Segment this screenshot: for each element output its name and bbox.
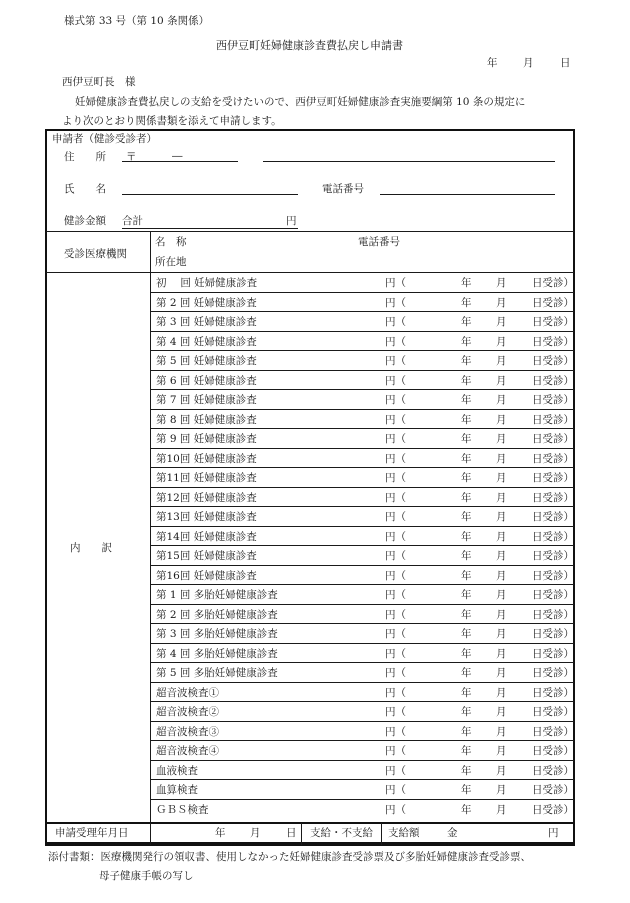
exam-day: 日受診） <box>532 569 574 582</box>
payment-status[interactable]: 支給・不支給 <box>310 827 373 839</box>
exam-year: 年 <box>461 296 472 309</box>
exam-name: 第15回 妊婦健康診査 <box>156 550 257 562</box>
intro-line-1: 妊婦健康診査費払戻しの支給を受けたいので、西伊豆町妊婦健康診査実施要綱第 10 条の規定に <box>75 96 526 108</box>
yen-open: 円（ <box>385 706 406 718</box>
yen-open: 円（ <box>385 316 406 328</box>
yen-open: 円（ <box>385 413 406 426</box>
yen-open: 円（ <box>385 628 406 640</box>
name-label: 氏 名 <box>64 183 106 195</box>
exam-day: 日受診） <box>532 452 574 465</box>
divider <box>381 823 382 845</box>
exam-month: 月 <box>496 608 507 621</box>
exam-name: 第12回 妊婦健康診査 <box>156 491 257 504</box>
date-month: 月 <box>523 57 534 69</box>
clinic-name-label: 名 称 <box>155 236 187 248</box>
receipt-label: 申請受理年月日 <box>55 827 129 839</box>
breakdown-row <box>151 702 575 722</box>
exam-name: 第 5 回 妊婦健康診査 <box>156 355 257 367</box>
exam-year: 年 <box>461 355 472 367</box>
exam-day: 日受診） <box>532 374 574 387</box>
applicant-heading: 申請者（健診受診者） <box>52 133 157 145</box>
exam-day: 日受診） <box>532 550 574 562</box>
exam-day: 日受診） <box>532 316 574 328</box>
exam-day: 日受診） <box>532 803 574 816</box>
exam-day: 日受診） <box>532 277 574 289</box>
exam-month: 月 <box>496 335 507 348</box>
exam-month: 月 <box>496 745 507 757</box>
yen-open: 円（ <box>385 433 406 445</box>
divider <box>150 823 151 845</box>
yen-open: 円（ <box>385 784 406 796</box>
exam-year: 年 <box>461 530 472 543</box>
exam-name: 超音波検査② <box>156 706 219 718</box>
exam-month: 月 <box>496 686 507 699</box>
money-label: 金 <box>447 827 458 839</box>
yen-open: 円（ <box>385 452 406 465</box>
exam-month: 月 <box>496 803 507 816</box>
exam-year: 年 <box>461 394 472 406</box>
exam-name: 第 5 回 多胎妊婦健康診査 <box>156 667 278 679</box>
exam-year: 年 <box>461 569 472 582</box>
exam-month: 月 <box>496 530 507 543</box>
exam-year: 年 <box>461 589 472 601</box>
total-yen: 円 <box>286 215 297 227</box>
exam-name: 第11回 妊婦健康診査 <box>156 472 257 484</box>
breakdown-row <box>151 663 575 683</box>
divider <box>46 231 574 232</box>
breakdown-row <box>151 293 575 313</box>
breakdown-row <box>151 566 575 586</box>
exam-year: 年 <box>461 628 472 640</box>
breakdown-row <box>151 312 575 332</box>
exam-name: 血液検査 <box>156 764 198 777</box>
breakdown-row <box>151 468 575 488</box>
exam-day: 日受診） <box>532 472 574 484</box>
exam-name: 第 7 回 妊婦健康診査 <box>156 394 257 406</box>
exam-name: 超音波検査④ <box>156 745 219 757</box>
exam-month: 月 <box>496 706 507 718</box>
exam-month: 月 <box>496 725 507 738</box>
receipt-day: 日 <box>286 827 297 839</box>
exam-name: 第 4 回 多胎妊婦健康診査 <box>156 647 278 660</box>
yen-open: 円（ <box>385 277 406 289</box>
exam-year: 年 <box>461 686 472 699</box>
breakdown-row <box>151 722 575 742</box>
receipt-yen: 円 <box>548 827 559 839</box>
exam-day: 日受診） <box>532 394 574 406</box>
breakdown-row <box>151 332 575 352</box>
exam-day: 日受診） <box>532 725 574 738</box>
breakdown-row <box>151 780 575 800</box>
yen-open: 円（ <box>385 589 406 601</box>
exam-year: 年 <box>461 745 472 757</box>
address-field[interactable] <box>263 161 555 162</box>
breakdown-label: 内 訳 <box>70 542 112 554</box>
amount-label: 健診金額 <box>64 215 106 227</box>
yen-open: 円（ <box>385 550 406 562</box>
exam-month: 月 <box>496 394 507 406</box>
breakdown-row <box>151 546 575 566</box>
exam-name: 第 6 回 妊婦健康診査 <box>156 374 257 387</box>
exam-year: 年 <box>461 706 472 718</box>
exam-month: 月 <box>496 647 507 660</box>
exam-name: 第14回 妊婦健康診査 <box>156 530 257 543</box>
breakdown-row <box>151 683 575 703</box>
exam-day: 日受診） <box>532 667 574 679</box>
breakdown-row <box>151 527 575 547</box>
yen-open: 円（ <box>385 335 406 348</box>
attachments-line-2: 母子健康手帳の写し <box>99 870 194 882</box>
exam-month: 月 <box>496 296 507 309</box>
exam-day: 日受診） <box>532 511 574 523</box>
exam-month: 月 <box>496 374 507 387</box>
exam-day: 日受診） <box>532 530 574 543</box>
exam-day: 日受診） <box>532 706 574 718</box>
exam-year: 年 <box>461 452 472 465</box>
exam-day: 日受診） <box>532 686 574 699</box>
exam-name: 超音波検査③ <box>156 725 219 738</box>
yen-open: 円（ <box>385 667 406 679</box>
exam-day: 日受診） <box>532 628 574 640</box>
exam-year: 年 <box>461 491 472 504</box>
exam-day: 日受診） <box>532 413 574 426</box>
exam-month: 月 <box>496 667 507 679</box>
exam-name: 第10回 妊婦健康診査 <box>156 452 257 465</box>
exam-name: 第 2 回 妊婦健康診査 <box>156 296 257 309</box>
exam-month: 月 <box>496 452 507 465</box>
phone-field[interactable] <box>380 194 555 195</box>
exam-day: 日受診） <box>532 784 574 796</box>
yen-open: 円（ <box>385 803 406 816</box>
form-number: 様式第 33 号（第 10 条関係） <box>64 15 210 27</box>
date-day: 日 <box>560 57 571 69</box>
address-label: 住 所 <box>64 151 106 163</box>
yen-open: 円（ <box>385 608 406 621</box>
exam-month: 月 <box>496 628 507 640</box>
exam-name: 第 3 回 多胎妊婦健康診査 <box>156 628 278 640</box>
phone-label: 電話番号 <box>322 183 364 195</box>
breakdown-row <box>151 585 575 605</box>
breakdown-row <box>151 410 575 430</box>
total-amount-field[interactable] <box>122 228 298 229</box>
breakdown-row <box>151 273 575 293</box>
exam-name: 第 3 回 妊婦健康診査 <box>156 316 257 328</box>
yen-open: 円（ <box>385 530 406 543</box>
exam-day: 日受診） <box>532 608 574 621</box>
yen-open: 円（ <box>385 764 406 777</box>
breakdown-row <box>151 351 575 371</box>
breakdown-row <box>151 605 575 625</box>
exam-day: 日受診） <box>532 764 574 777</box>
exam-year: 年 <box>461 550 472 562</box>
breakdown-row <box>151 507 575 527</box>
exam-day: 日受診） <box>532 296 574 309</box>
exam-day: 日受診） <box>532 491 574 504</box>
exam-day: 日受診） <box>532 355 574 367</box>
yen-open: 円（ <box>385 355 406 367</box>
breakdown-row <box>151 800 575 820</box>
total-label: 合計 <box>122 215 143 227</box>
exam-month: 月 <box>496 589 507 601</box>
exam-year: 年 <box>461 784 472 796</box>
addressee: 西伊豆町長 様 <box>62 76 136 88</box>
exam-year: 年 <box>461 764 472 777</box>
exam-name: 第13回 妊婦健康診査 <box>156 511 257 523</box>
exam-year: 年 <box>461 803 472 816</box>
breakdown-row <box>151 390 575 410</box>
exam-name: 初 回 妊婦健康診査 <box>156 277 258 289</box>
yen-open: 円（ <box>385 725 406 738</box>
name-field[interactable] <box>122 194 298 195</box>
exam-year: 年 <box>461 413 472 426</box>
postal-mark: 〒 <box>126 151 137 163</box>
exam-name: 血算検査 <box>156 784 198 796</box>
postal-dash: ― <box>172 150 183 162</box>
exam-year: 年 <box>461 667 472 679</box>
exam-name: 第 9 回 妊婦健康診査 <box>156 433 257 445</box>
exam-month: 月 <box>496 569 507 582</box>
receipt-month: 月 <box>250 827 261 839</box>
clinic-phone-label: 電話番号 <box>358 236 400 248</box>
yen-open: 円（ <box>385 394 406 406</box>
exam-name: ＧＢＳ検査 <box>156 803 209 816</box>
yen-open: 円（ <box>385 511 406 523</box>
clinic-label: 受診医療機関 <box>64 248 127 260</box>
page-title: 西伊豆町妊婦健康診査費払戻し申請書 <box>216 39 403 52</box>
exam-month: 月 <box>496 472 507 484</box>
exam-year: 年 <box>461 277 472 289</box>
exam-month: 月 <box>496 511 507 523</box>
postal-code-field[interactable] <box>122 161 238 162</box>
divider <box>301 823 302 845</box>
exam-month: 月 <box>496 550 507 562</box>
exam-year: 年 <box>461 647 472 660</box>
exam-month: 月 <box>496 277 507 289</box>
exam-name: 第 2 回 多胎妊婦健康診査 <box>156 608 278 621</box>
date-year: 年 <box>487 57 498 69</box>
yen-open: 円（ <box>385 491 406 504</box>
intro-line-2: より次のとおり関係書類を添えて申請します。 <box>62 115 282 127</box>
exam-name: 超音波検査① <box>156 686 219 699</box>
exam-day: 日受診） <box>532 335 574 348</box>
yen-open: 円（ <box>385 374 406 387</box>
exam-year: 年 <box>461 511 472 523</box>
exam-year: 年 <box>461 316 472 328</box>
yen-open: 円（ <box>385 569 406 582</box>
exam-year: 年 <box>461 374 472 387</box>
yen-open: 円（ <box>385 686 406 699</box>
exam-month: 月 <box>496 491 507 504</box>
exam-day: 日受診） <box>532 745 574 757</box>
breakdown-row <box>151 624 575 644</box>
exam-month: 月 <box>496 355 507 367</box>
attachments-line-1: 添付書類：医療機関発行の領収書、使用しなかった妊婦健康診査受診票及び多胎妊婦健康診査受診票、 <box>48 851 531 863</box>
payment-amount-label: 支給額 <box>388 827 420 839</box>
exam-year: 年 <box>461 608 472 621</box>
exam-month: 月 <box>496 433 507 445</box>
breakdown-row <box>151 488 575 508</box>
exam-year: 年 <box>461 433 472 445</box>
breakdown-row <box>151 429 575 449</box>
breakdown-row <box>151 644 575 664</box>
exam-name: 第 4 回 妊婦健康診査 <box>156 335 257 348</box>
breakdown-row <box>151 371 575 391</box>
yen-open: 円（ <box>385 472 406 484</box>
exam-month: 月 <box>496 764 507 777</box>
exam-month: 月 <box>496 316 507 328</box>
exam-name: 第 8 回 妊婦健康診査 <box>156 413 257 426</box>
exam-year: 年 <box>461 725 472 738</box>
exam-name: 第 1 回 多胎妊婦健康診査 <box>156 589 278 601</box>
exam-day: 日受診） <box>532 589 574 601</box>
breakdown-row <box>151 449 575 469</box>
exam-month: 月 <box>496 413 507 426</box>
yen-open: 円（ <box>385 647 406 660</box>
exam-day: 日受診） <box>532 647 574 660</box>
clinic-location-label: 所在地 <box>155 256 187 268</box>
yen-open: 円（ <box>385 745 406 757</box>
exam-day: 日受診） <box>532 433 574 445</box>
exam-month: 月 <box>496 784 507 796</box>
exam-year: 年 <box>461 335 472 348</box>
receipt-year: 年 <box>215 827 226 839</box>
exam-year: 年 <box>461 472 472 484</box>
breakdown-row <box>151 761 575 781</box>
breakdown-row <box>151 741 575 761</box>
yen-open: 円（ <box>385 296 406 309</box>
exam-name: 第16回 妊婦健康診査 <box>156 569 257 582</box>
